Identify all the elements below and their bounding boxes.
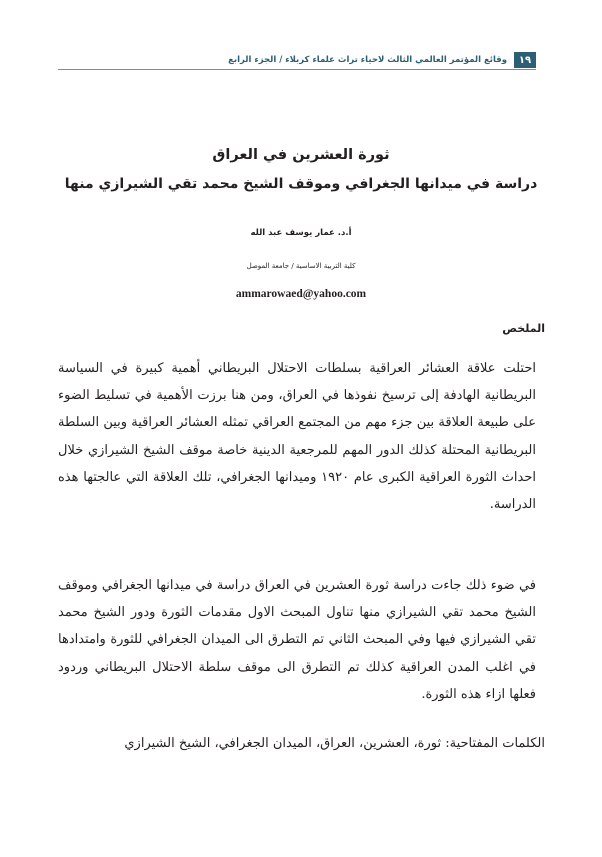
- paper-title: ثورة العشرين في العراق: [212, 147, 390, 163]
- author-name: أ.د. عمار يوسف عبد الله: [250, 228, 352, 238]
- abstract-paragraph: احتلت علاقة العشائر العراقية بسلطات الاحتلال البريطاني أهمية كبيرة في السياسة البريطانية الهادفة إلى ترسيخ نفوذها في العراق، ومن هنا برزت الأهمية في تسليط الضوء على طبيعة العلاقة بين جزء مهم من المجتمع العراقي تمثله العشائر العراقية وبين السلطة البريطانية المحتلة كذلك الدور المهم للمرجعية الدينية خاصة موقف الشيخ الشيرازي خلال احداث الثورة العراقية الكبرى عام ١٩٢٠ وميدانها الجغرافي، تلك العلاقة التي عالجتها هذه الدراسة.: [58, 361, 537, 513]
- author-email[interactable]: ammarowaed@yahoo.com: [235, 288, 367, 300]
- page-number: ١٩: [514, 52, 536, 68]
- keywords: الكلمات المفتاحية: ثورة، العشرين، العراق، الميدان الجغرافي، الشيخ الشيرازي: [124, 736, 545, 751]
- abstract-heading: الملخص: [502, 322, 545, 335]
- header-divider: [58, 69, 536, 70]
- running-header: [58, 52, 536, 68]
- abstract-paragraph: في ضوء ذلك جاءت دراسة ثورة العشرين في العراق دراسة في ميدانها الجغرافي وموقف الشيخ محمد تقي الشيرازي منها تناول المبحث الاول مقدمات الثورة ودور الشيخ محمد تقي الشيرازي فيها وفي المبحث الثاني تم التطرق الى الميدان الجغرافي للثورة وامتدادها في اغلب المدن العراقية كذلك تم التطرق الى موقف سلطة الاحتلال البريطاني وردود فعلها ازاء هذه الثورة.: [58, 578, 536, 702]
- paper-subtitle: دراسة في ميدانها الجغرافي وموقف الشيخ محمد تقي الشيرازي منها: [64, 176, 538, 192]
- author-affiliation: كلية التربية الاساسية / جامعة الموصل: [246, 262, 356, 270]
- running-title: وقائع المؤتمر العالمي الثالث لاحياء تراث علماء كربلاء / الجزء الرابع: [228, 55, 507, 65]
